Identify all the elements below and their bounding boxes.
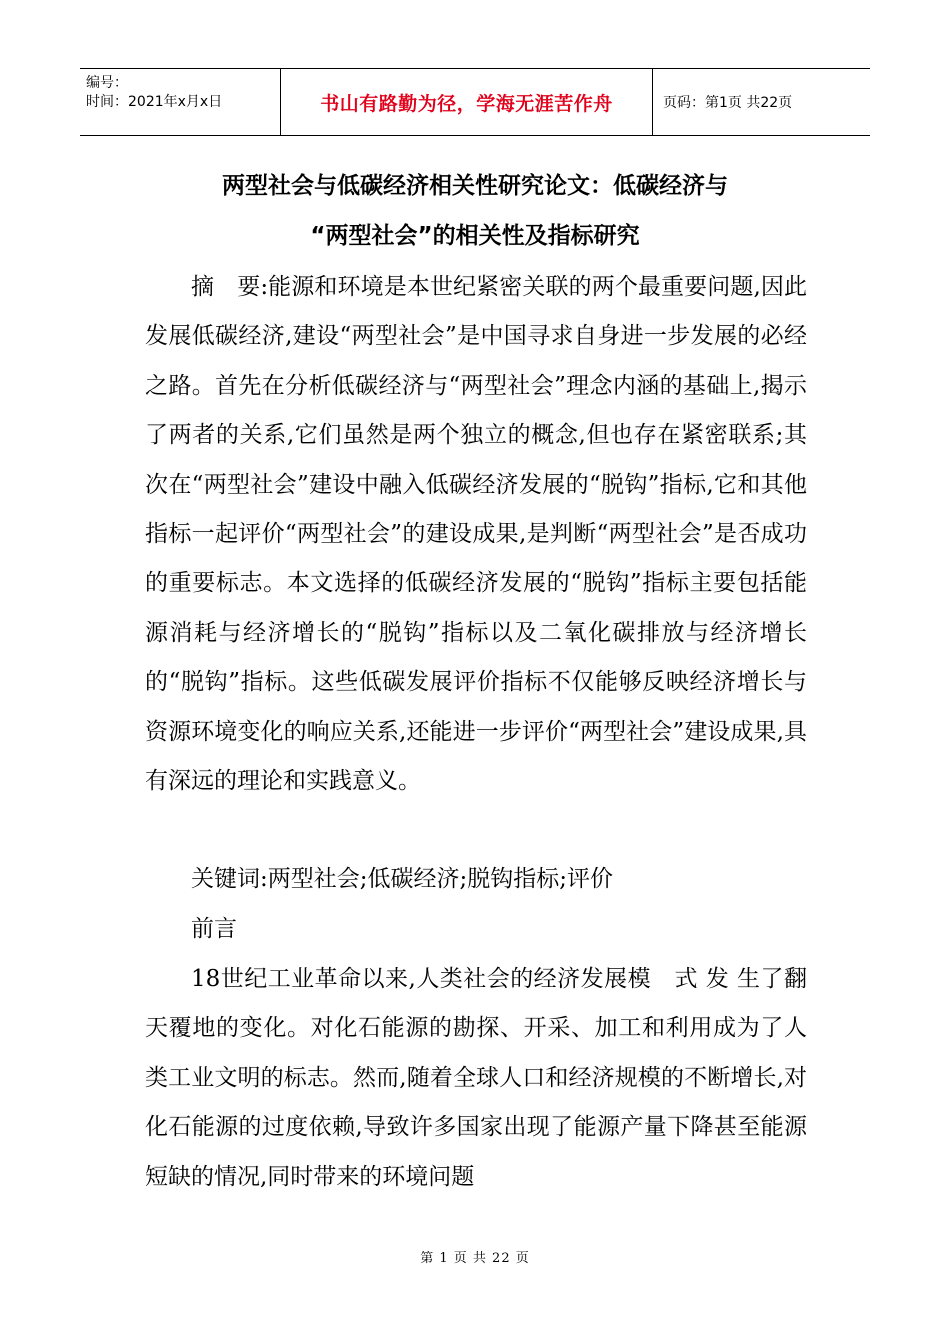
date-label: 时间：2021年x月x日 [86,94,223,110]
header-meta-cell [80,69,281,135]
page-title-line1: 两型社会与低碳经济相关性研究论文：低碳经济与 [222,173,728,199]
page-info: 页码：第1页 共22页 [663,95,793,111]
page-footer: 第 1 页 共 22 页 [420,1251,530,1266]
document-header [80,68,870,136]
page-title-line2: “两型社会”的相关性及指标研究 [310,223,640,249]
serial-number-label: 编号： [86,75,128,91]
header-motto-cell [281,69,653,135]
preface-heading: 前言 [191,916,237,942]
keywords-line: 关键词:两型社会;低碳经济;脱钩指标;评价 [191,866,613,892]
abstract-paragraph: 摘 要:能源和环境是本世纪紧密关联的两个最重要问题,因此发展低碳经济,建设“两型社会”是中国寻求自身进一步发展的必经之路。首先在分析低碳经济与“两型社会”理念内涵的基础上,揭示了两者的关系,它们虽然是两个独立的概念,但也存在紧密联系;其次在“两型社会”建设中融入低碳经济发展的“脱钩”指标,它和其他指标一起评价“两型社会”的建设成果,是判断“两型社会”是否成功的重要标志。本文选择的低碳经济发展的“脱钩”指标主要包括能源消耗与经济增长的“脱钩”指标以及二氧化碳排放与经济增长的“脱钩”指标。这些低碳发展评价指标不仅能够反映经济增长与资源环境变化的响应关系,还能进一步评价“两型社会”建设成果,具有深远的理论和实践意义。 [145,274,807,795]
motto-text: 书山有路勤为径，学海无涯苦作舟 [320,92,613,115]
header-page-cell [653,69,870,135]
intro-paragraph: 18世纪工业革命以来,人类社会的经济发展模 式 发 生了翻天覆地的变化。对化石能源的勘探、开采、加工和利用成为了人类工业文明的标志。然而,随着全球人口和经济规模的不断增长,对化石能源的过度依赖,导致许多国家出现了能源产量下降甚至能源短缺的情况,同时带来的环境问题 [145,966,807,1190]
